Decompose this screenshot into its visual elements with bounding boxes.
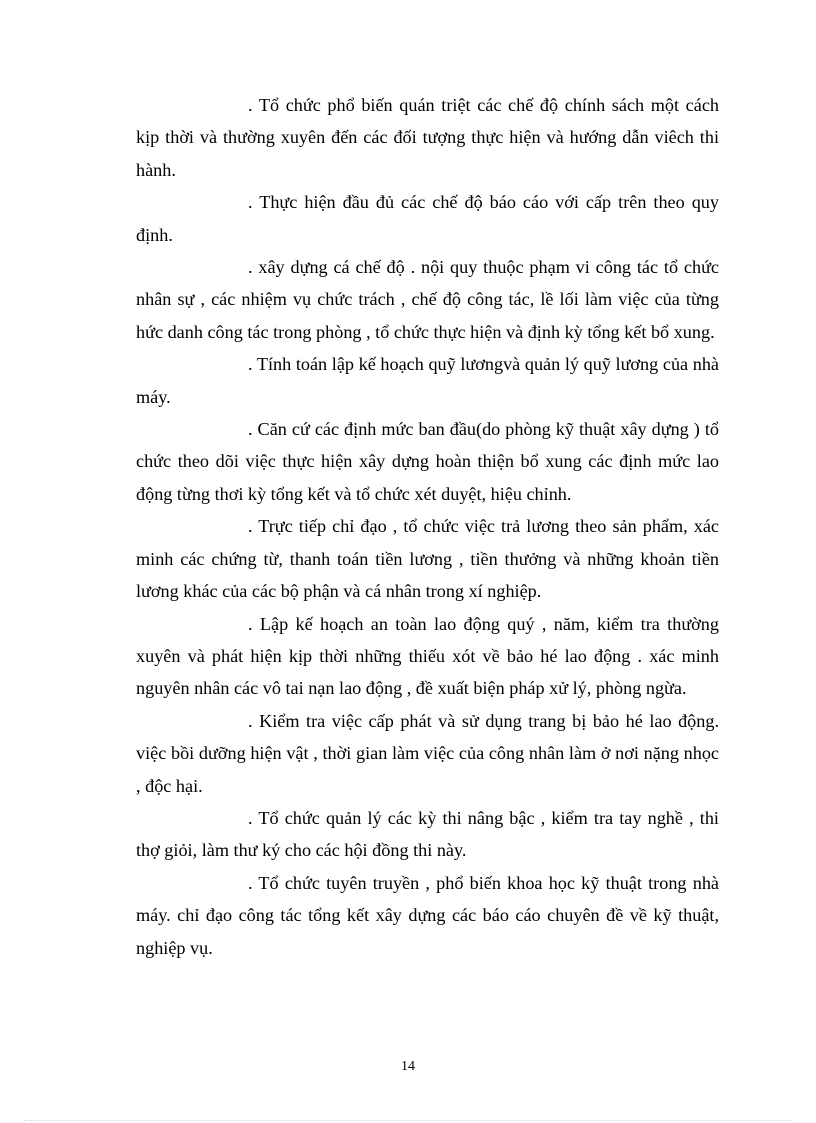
paragraph: . Tổ chức quản lý các kỳ thi nâng bậc , kiểm tra tay nghề , thi thợ giỏi, làm thư ký cho các hội đồng thi này.	[136, 807, 719, 861]
paragraph: . Thực hiện đầu đủ các chế độ báo cáo với cấp trên theo quy định.	[136, 192, 719, 245]
paragraph: . Căn cứ các định mức ban đầu(do phòng kỹ thuật xây dựng ) tổ chức theo dõi việc thực hiện xây dựng hoàn thiện bổ xung các định mức lao động từng thơi kỳ tổng kết và tổ chức xét duyệt, hiệu chỉnh.	[136, 419, 719, 504]
paragraph: . xây dựng cá chế độ . nội quy thuộc phạm vi công tác tổ chức nhân sự , các nhiệm vụ chức trách , chế độ công tác, lề lối làm việc của từng hức danh công tác trong phòng , tổ chức thực hiện và định kỳ tổng kết bổ xung.	[136, 257, 719, 342]
paragraph: . Trực tiếp chỉ đạo , tổ chức việc trả lương theo sản phẩm, xác minh các chứng từ, thanh toán tiền lương , tiền thưởng và những khoản tiền lương khác của các bộ phận và cá nhân trong xí nghiệp.	[136, 516, 719, 602]
paragraph: . Tính toán lập kế hoạch quỹ lươngvà quản lý quỹ lương của nhà máy.	[136, 354, 719, 407]
page-number: 14	[401, 1059, 415, 1074]
body-text	[136, 89, 719, 964]
paragraph: . Tổ chức phổ biến quán triệt các chế độ chính sách một cách kịp thời và thường xuyên đến các đối tượng thực hiện và hướng dẫn viêch thi hành.	[136, 95, 719, 180]
paragraph: . Tổ chức tuyên truyền , phổ biến khoa học kỹ thuật trong nhà máy. chỉ đạo công tác tổng kết xây dựng các báo cáo chuyên đề về kỹ thuật, nghiệp vụ.	[136, 872, 719, 958]
paragraph: . Lập kế hoạch an toàn lao động quý , năm, kiểm tra thường xuyên và phát hiện kịp thời những thiếu xót về bảo hé lao động . xác minh nguyên nhân các vô tai nạn lao động , đề xuất biện pháp xử lý, phòng ngừa.	[136, 613, 719, 699]
page-bottom-divider	[24, 1120, 792, 1121]
paragraph: . Kiểm tra việc cấp phát và sử dụng trang bị bảo hé lao động. việc bồi dưỡng hiện vật , thời gian làm việc của công nhân làm ở nơi nặng nhọc , độc hại.	[136, 710, 719, 796]
